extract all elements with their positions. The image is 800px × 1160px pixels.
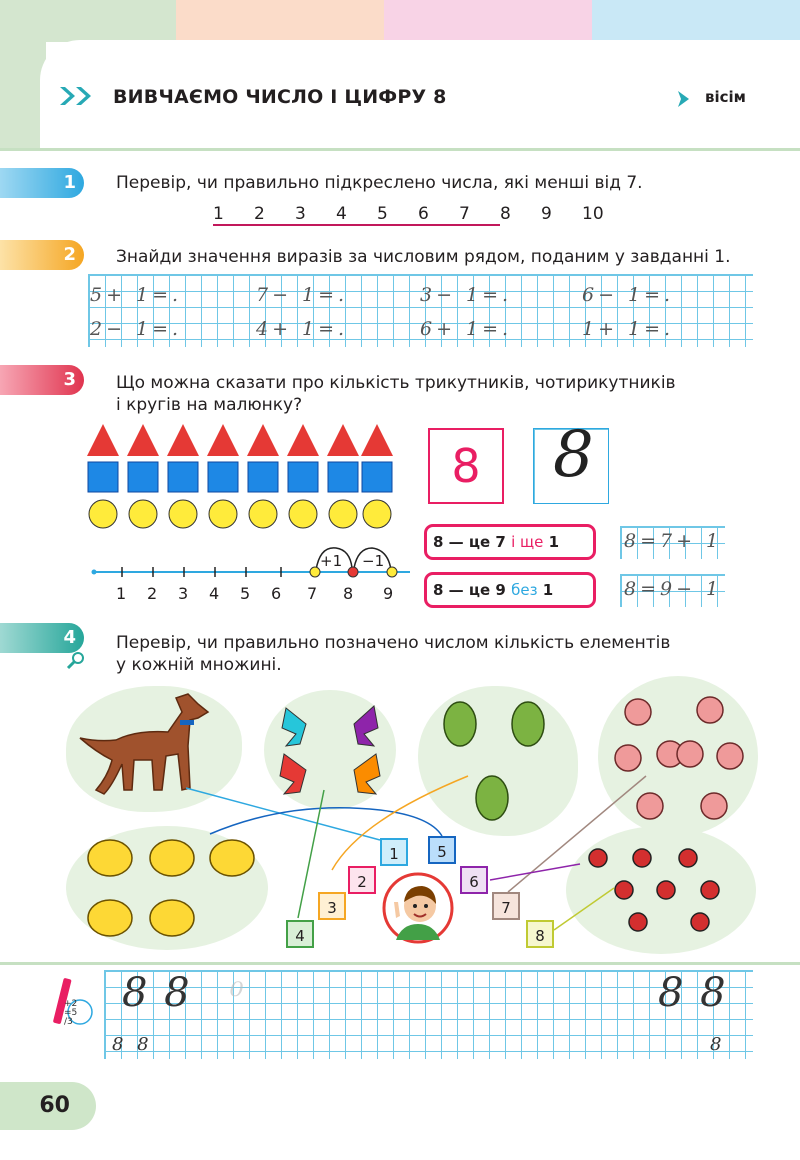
- written-equation-1: 8=7+ 1: [624, 530, 723, 552]
- expression-6: 4+ 1=.: [256, 318, 349, 340]
- sample-digits-small: 8 8: [112, 1034, 153, 1055]
- written-equation-2: 8=9− 1: [624, 578, 723, 600]
- number-8: 8: [500, 204, 511, 224]
- boy-avatar: [382, 872, 454, 944]
- tracing-digits: ⁰: [230, 976, 274, 1016]
- count-box-5: 5: [428, 836, 456, 864]
- number-2: 2: [254, 204, 295, 226]
- nl-label: 3: [178, 584, 189, 603]
- number-9: 9: [541, 204, 552, 224]
- math-icon-text: +2 =5 /3: [64, 999, 78, 1027]
- count-box-3: 3: [318, 892, 346, 920]
- nl-label: 5: [240, 584, 251, 603]
- expression-5: 2− 1=.: [90, 318, 183, 340]
- nl-label: 6: [271, 584, 282, 603]
- expression-1: 5+ 1=.: [90, 284, 183, 306]
- number-5: 5: [377, 204, 418, 226]
- page-title: ВИВЧАЄМО ЧИСЛО І ЦИФРУ 8: [113, 86, 447, 108]
- count-box-6: 6: [460, 866, 488, 894]
- expression-2: 7− 1=.: [256, 284, 349, 306]
- task-3-badge: 3: [0, 365, 84, 395]
- page-number: 60: [0, 1082, 96, 1130]
- task-1-badge: 1: [0, 168, 84, 198]
- number-10: 10: [582, 204, 604, 224]
- big-digit: 8: [451, 439, 481, 493]
- task-2-badge: 2: [0, 240, 84, 270]
- task-1-text: Перевір, чи правильно підкреслено числа, які менші від 7.: [116, 173, 643, 193]
- sample-digit-small-end: 8: [710, 1034, 726, 1055]
- nl-label: 8: [343, 584, 354, 603]
- number-word: вісім: [705, 88, 746, 106]
- count-box-1: 1: [380, 838, 408, 866]
- task-2-text: Знайди значення виразів за числовим рядом, поданим у завданні 1.: [116, 247, 731, 267]
- number-4: 4: [336, 204, 377, 226]
- count-box-4: 4: [286, 920, 314, 948]
- task-4-text-line2: у кожній множині.: [116, 655, 282, 675]
- nl-label: 7: [307, 584, 318, 603]
- count-box-8: 8: [526, 920, 554, 948]
- arc-label-plus: +1: [320, 552, 343, 570]
- number-6: 6: [418, 204, 459, 226]
- expression-3: 3− 1=.: [420, 284, 513, 306]
- expression-8: 1+ 1=.: [582, 318, 675, 340]
- nl-label: 1: [116, 584, 127, 603]
- fact-pill-1: 8 — це 7 і ще 1: [424, 524, 596, 560]
- fact-pill-2: 8 — це 9 без 1: [424, 572, 596, 608]
- sample-digits-large: 8 8: [122, 970, 192, 1016]
- sample-digits-large-end: 8 8: [658, 970, 728, 1016]
- task-3-text-line1: Що можна сказати про кількість трикутників, чотирикутників: [116, 373, 676, 393]
- writing-divider: [0, 962, 800, 965]
- number-1: 1: [213, 204, 254, 226]
- nl-label: 2: [147, 584, 158, 603]
- expression-7: 6+ 1=.: [420, 318, 513, 340]
- count-box-2: 2: [348, 866, 376, 894]
- nl-label: 9: [383, 584, 394, 603]
- handwritten-digit: 8: [553, 418, 594, 492]
- task-3-text-line2: і кругів на малюнку?: [116, 395, 303, 415]
- nl-label: 4: [209, 584, 220, 603]
- count-box-7: 7: [492, 892, 520, 920]
- task-4-text-line1: Перевір, чи правильно позначено числом кількість елементів: [116, 633, 671, 653]
- expression-4: 6− 1=.: [582, 284, 675, 306]
- arc-label-minus: −1: [362, 552, 385, 570]
- number-3: 3: [295, 204, 336, 226]
- number-7: 7: [459, 204, 500, 226]
- task-4-badge: 4: [0, 623, 84, 653]
